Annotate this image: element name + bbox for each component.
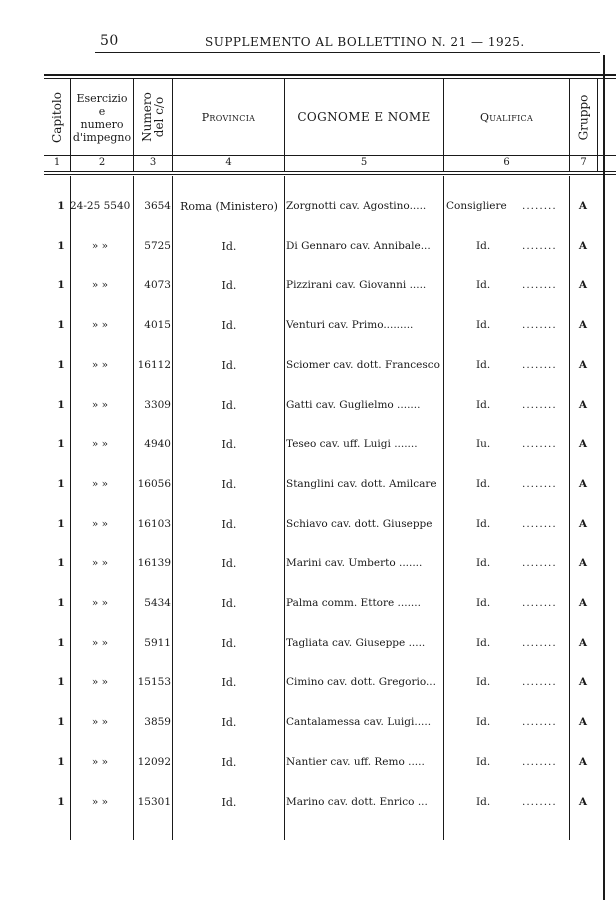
conto-cell: 5725 [144, 239, 171, 252]
table-row: 1 » » 4015 Id. Venturi cav. Primo......... Id. ........ A [0, 319, 616, 341]
conto-cell: 3654 [144, 200, 171, 212]
provincia-cell: Id. [221, 755, 237, 769]
colnum-bottom-rule [44, 171, 616, 172]
capitolo-cell: 1 [57, 716, 65, 729]
header-bottom-rule [44, 155, 616, 156]
provincia-cell: Id. [221, 716, 237, 730]
gruppo-cell: A [578, 477, 588, 490]
gruppo-cell: A [578, 676, 588, 689]
provincia-cell: Id. [221, 597, 237, 610]
name-cell: Zorgnotti cav. Agostino..... [286, 200, 427, 212]
capitolo-cell: 1 [57, 597, 65, 609]
name-cell: Di Gennaro cav. Annibale... [286, 239, 431, 252]
provincia-cell: Roma (Ministero) [180, 200, 278, 213]
capitolo-cell: 1 [57, 676, 65, 689]
gruppo-cell: A [578, 755, 588, 768]
table-row: 1 » » 3859 Id. Cantalamessa cav. Luigi..... Id. ........ A [0, 716, 616, 738]
name-cell: Palma comm. Ettore ....... [286, 597, 421, 609]
name-cell: Teseo cav. uff. Luigi ....... [286, 438, 418, 451]
name-cell: Schiavo cav. dott. Giuseppe [286, 517, 433, 530]
provincia-cell: Id. [221, 239, 237, 253]
colnum: 3 [149, 157, 157, 168]
body-divider [133, 176, 134, 840]
esercizio-cell: » » [91, 636, 109, 649]
gruppo-cell: A [578, 716, 588, 729]
colnum: 7 [580, 157, 587, 168]
body-divider [569, 176, 570, 840]
esercizio-cell: » » [91, 279, 109, 292]
table-row: 1 » » 4940 Id. Teseo cav. uff. Luigi ....... Iu. ........ A [0, 438, 616, 460]
header-qualifica: Qualifica [479, 110, 534, 124]
gruppo-cell: A [578, 398, 588, 411]
esercizio-cell: » » [91, 358, 109, 371]
table-row: 1 » » 4073 Id. Pizzirani cav. Giovanni ..... Id. ........ A [0, 279, 616, 301]
provincia-cell: Id. [221, 477, 237, 491]
capitolo-cell: 1 [57, 755, 65, 768]
name-cell: Venturi cav. Primo......... [286, 319, 414, 332]
conto-cell: 3859 [144, 716, 171, 729]
name-cell: Sciomer cav. dott. Francesco [286, 358, 440, 371]
conto-cell: 15153 [137, 676, 171, 689]
table-row: 1 » » 12092 Id. Nantier cav. uff. Remo ..... Id. ........ A [0, 756, 616, 778]
provincia-cell: Id. [221, 557, 237, 571]
colnum: 1 [53, 157, 61, 168]
esercizio-cell: » » [91, 557, 109, 570]
esercizio-cell: » » [91, 597, 109, 609]
table-top-rule-2 [44, 78, 616, 79]
running-title: SUPPLEMENTO AL BOLLETTINO N. 21 — 1925. [205, 35, 525, 49]
esercizio-cell: » » [91, 477, 109, 490]
capitolo-cell: 1 [57, 795, 65, 808]
capitolo-cell: 1 [57, 319, 65, 332]
name-cell: Pizzirani cav. Giovanni ..... [286, 279, 427, 292]
esercizio-cell: » » [91, 676, 109, 689]
gruppo-cell: A [578, 200, 588, 212]
header-cognome-nome: COGNOME E NOME [297, 109, 431, 124]
conto-cell: 4015 [144, 319, 171, 332]
table-row: 1 » » 16103 Id. Schiavo cav. dott. Giuseppe Id. ........ A [0, 518, 616, 540]
colnum-bottom-rule-2 [44, 174, 616, 175]
provincia-cell: Id. [221, 279, 237, 293]
conto-cell: 5911 [144, 636, 171, 649]
esercizio-cell: » » [91, 438, 109, 451]
gruppo-cell: A [578, 517, 588, 530]
capitolo-cell: 1 [57, 279, 65, 292]
esercizio-cell: 24-25 5540 [70, 200, 131, 212]
table-top-rule [44, 74, 616, 76]
name-cell: Nantier cav. uff. Remo ..... [286, 755, 425, 768]
table-row: 1 24-25 5540 3654 Roma (Ministero) Zorgnotti cav. Agostino..... Consigliere ........ A [0, 200, 616, 222]
esercizio-cell: » » [91, 517, 109, 530]
capitolo-cell: 1 [57, 398, 65, 411]
header-gruppo: Gruppo [576, 94, 591, 140]
header-provincia: Provincia [201, 110, 256, 124]
table-row: 1 » » 16139 Id. Marini cav. Umberto ....... Id. ........ A [0, 557, 616, 579]
provincia-cell: Id. [221, 517, 237, 531]
provincia-cell: Id. [221, 398, 237, 412]
conto-cell: 4940 [144, 438, 171, 451]
gruppo-cell: A [578, 795, 588, 808]
gruppo-cell: A [578, 319, 588, 332]
header-numero-conto: Numero del c/o [140, 92, 167, 142]
conto-cell: 16103 [137, 517, 171, 530]
colnum: 6 [503, 157, 510, 168]
provincia-cell: Id. [221, 636, 237, 650]
capitolo-cell: 1 [57, 636, 65, 649]
table-row: 1 » » 3309 Id. Gatti cav. Guglielmo ....... Id. ........ A [0, 399, 616, 421]
esercizio-cell: » » [91, 755, 109, 768]
page-number: 50 [100, 33, 119, 49]
provincia-cell: Id. [221, 319, 237, 333]
name-cell: Cimino cav. dott. Gregorio... [286, 676, 436, 689]
table-row: 1 » » 16056 Id. Stanglini cav. dott. Amilcare Id. ........ A [0, 478, 616, 500]
body-divider [284, 176, 285, 840]
gruppo-cell: A [578, 597, 588, 609]
colnum: 5 [360, 157, 368, 168]
provincia-cell: Id. [221, 676, 237, 690]
esercizio-cell: » » [91, 398, 109, 411]
table-row: 1 » » 5911 Id. Tagliata cav. Giuseppe ..... Id. ........ A [0, 637, 616, 659]
header-rule [95, 52, 600, 53]
capitolo-cell: 1 [57, 200, 65, 212]
capitolo-cell: 1 [57, 438, 65, 451]
running-header [0, 33, 616, 51]
colnum: 2 [98, 157, 106, 168]
conto-cell: 16139 [137, 557, 171, 570]
gruppo-cell: A [578, 636, 588, 649]
colnum: 4 [225, 157, 232, 168]
body-divider [172, 176, 173, 840]
name-cell: Gatti cav. Guglielmo ....... [286, 398, 421, 411]
body-divider [70, 176, 71, 840]
conto-cell: 16056 [137, 477, 171, 490]
capitolo-cell: 1 [57, 239, 65, 252]
provincia-cell: Id. [221, 795, 237, 809]
capitolo-cell: 1 [57, 557, 65, 570]
provincia-cell: Id. [221, 438, 237, 452]
name-cell: Marini cav. Umberto ....... [286, 557, 423, 570]
table-row: 1 » » 5434 Id. Palma comm. Ettore ....... Id. ........ A [0, 597, 616, 619]
esercizio-cell: » » [91, 319, 109, 332]
table-row: 1 » » 15301 Id. Marino cav. dott. Enrico ... Id. ........ A [0, 796, 616, 818]
capitolo-cell: 1 [57, 358, 65, 371]
gruppo-cell: A [578, 279, 588, 292]
esercizio-cell: » » [91, 795, 109, 808]
gruppo-cell: A [578, 358, 588, 371]
conto-cell: 16112 [137, 358, 171, 371]
table-row: 1 » » 5725 Id. Di Gennaro cav. Annibale... Id. ........ A [0, 240, 616, 262]
gruppo-cell: A [578, 438, 588, 451]
name-cell: Stanglini cav. dott. Amilcare [286, 477, 437, 490]
name-cell: Marino cav. dott. Enrico ... [286, 795, 428, 808]
body-divider [443, 176, 444, 840]
conto-cell: 15301 [137, 795, 171, 808]
capitolo-cell: 1 [57, 517, 65, 530]
conto-cell: 12092 [137, 755, 171, 768]
name-cell: Cantalamessa cav. Luigi..... [286, 716, 432, 729]
table-row: 1 » » 16112 Id. Sciomer cav. dott. Francesco Id. ........ A [0, 359, 616, 381]
capitolo-cell: 1 [57, 477, 65, 490]
gruppo-cell: A [578, 557, 588, 570]
conto-cell: 4073 [144, 279, 171, 292]
header-esercizio: Esercizio e numero d'impegno [72, 92, 132, 144]
header-divider [597, 79, 598, 171]
esercizio-cell: » » [91, 239, 109, 252]
header-capitolo: Capitolo [49, 91, 64, 143]
table-row: 1 » » 15153 Id. Cimino cav. dott. Gregorio... Id. ........ A [0, 676, 616, 698]
conto-cell: 3309 [144, 398, 171, 411]
name-cell: Tagliata cav. Giuseppe ..... [286, 636, 426, 649]
provincia-cell: Id. [221, 358, 237, 372]
gruppo-cell: A [578, 239, 588, 252]
esercizio-cell: » » [91, 716, 109, 729]
conto-cell: 5434 [144, 597, 171, 609]
